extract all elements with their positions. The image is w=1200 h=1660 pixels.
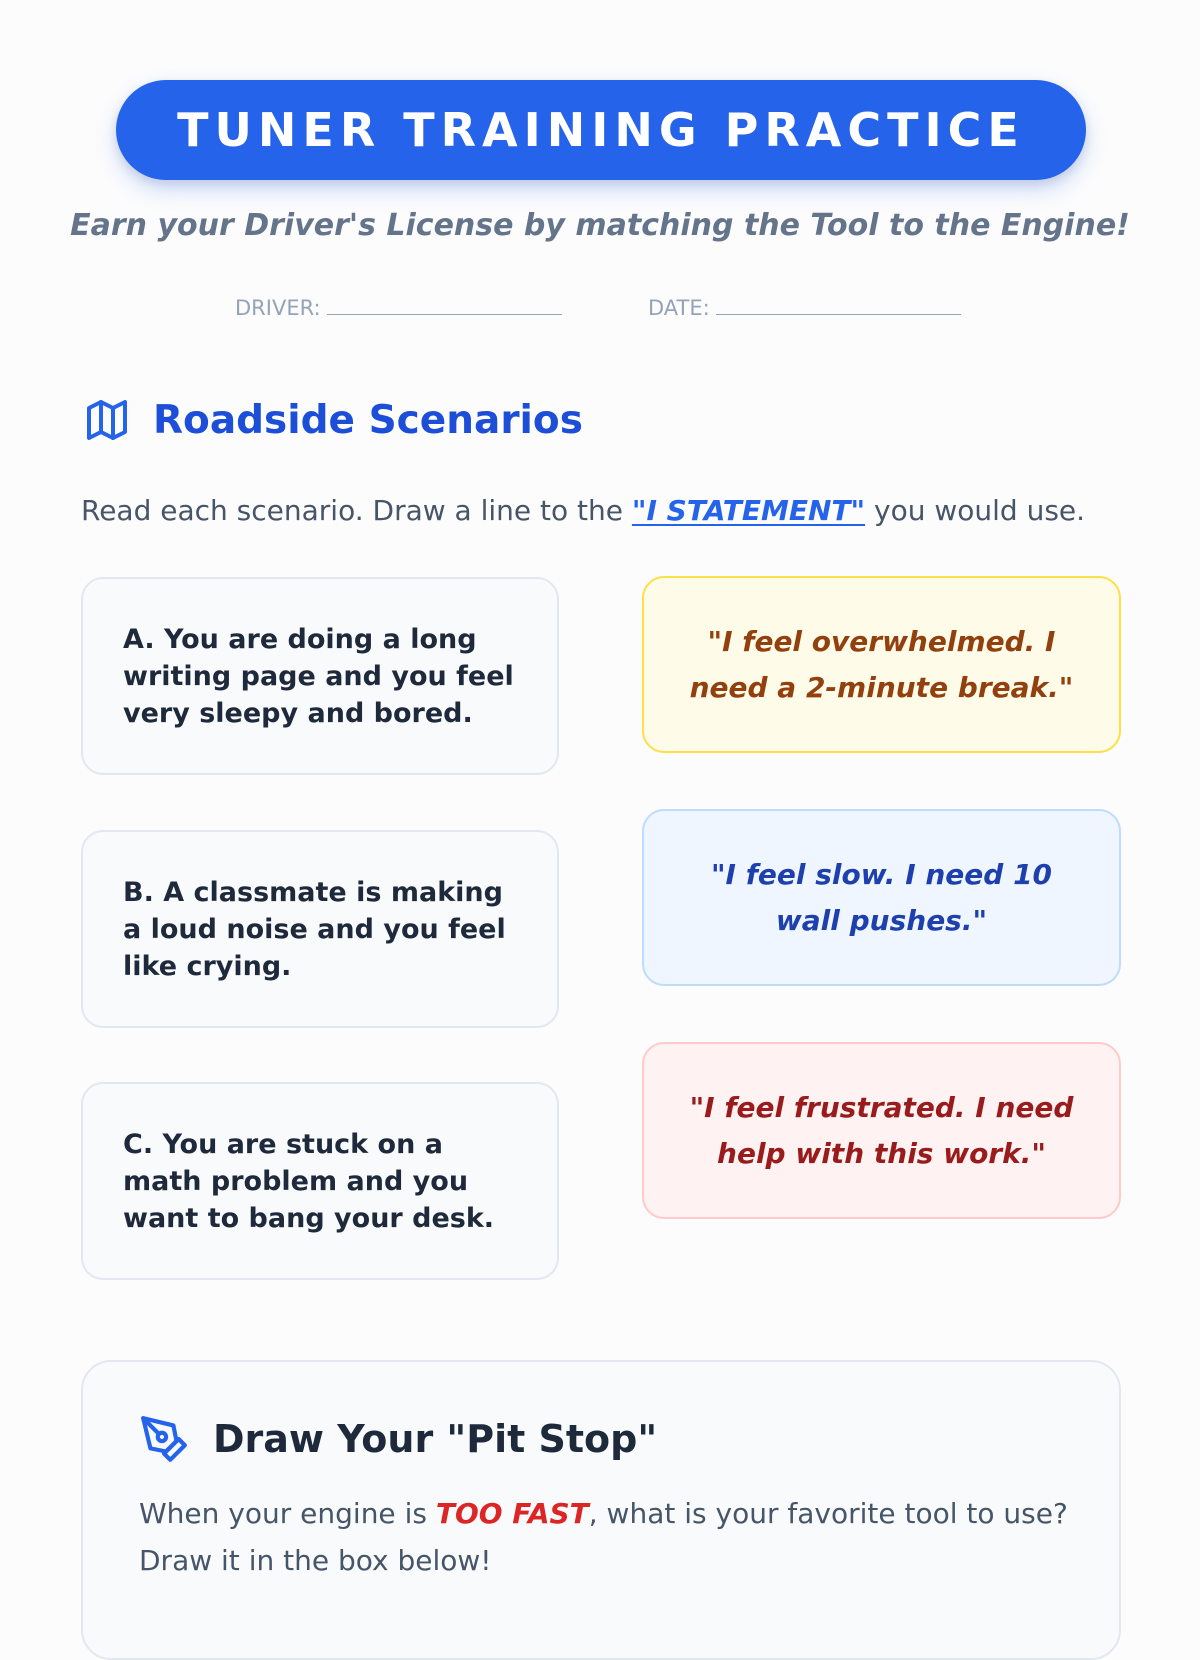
scenario-card-c[interactable] [81,1082,559,1280]
title-banner [116,80,1086,180]
instructions [81,494,1085,527]
pit-stop-section [81,1360,1121,1660]
driver-field [235,296,562,320]
statement-text: "I feel frustrated. I need help with this work." [689,1090,1074,1170]
statement-card-frustrated[interactable] [642,1042,1121,1219]
scenario-text: C. You are stuck on a math problem and you want to bang your desk. [123,1128,495,1234]
pit-stop-header [139,1414,657,1464]
statement-text: "I feel slow. I need 10 wall pushes." [710,857,1053,937]
scenario-text: B. A classmate is making a loud noise and you feel like crying. [123,876,506,982]
date-label: DATE: [648,296,710,320]
too-fast-highlight: TOO FAST [435,1497,589,1530]
scenario-card-a[interactable] [81,577,559,775]
pit-stop-text-end: , what is your favorite tool to use? Draw it in the box below! [139,1497,1068,1577]
page-title: TUNER TRAINING PRACTICE [177,103,1025,157]
statement-text: "I feel overwhelmed. I need a 2-minute break." [689,624,1074,704]
pit-stop-title: Draw Your "Pit Stop" [213,1417,658,1461]
instructions-text-end: you would use. [865,494,1086,527]
driver-blank-line [327,296,562,315]
driver-label: DRIVER: [235,296,321,320]
date-blank-line [716,296,961,315]
pen-tool-icon [139,1414,189,1464]
map-icon [83,396,131,444]
section-title: Roadside Scenarios [153,397,583,443]
scenario-card-b[interactable] [81,830,559,1028]
scenario-text: A. You are doing a long writing page and you feel very sleepy and bored. [123,623,514,729]
page-subtitle: Earn your Driver's License by matching the Tool to the Engine! [70,208,1130,243]
pit-stop-text-start: When your engine is [139,1497,436,1530]
statement-card-overwhelmed[interactable] [642,576,1121,753]
statement-card-slow[interactable] [642,809,1121,986]
section-header [83,396,583,444]
pit-stop-prompt [139,1490,1079,1584]
date-field [648,296,961,320]
instructions-text-start: Read each scenario. Draw a line to the [81,494,632,527]
i-statement-highlight: "I STATEMENT" [631,494,866,527]
